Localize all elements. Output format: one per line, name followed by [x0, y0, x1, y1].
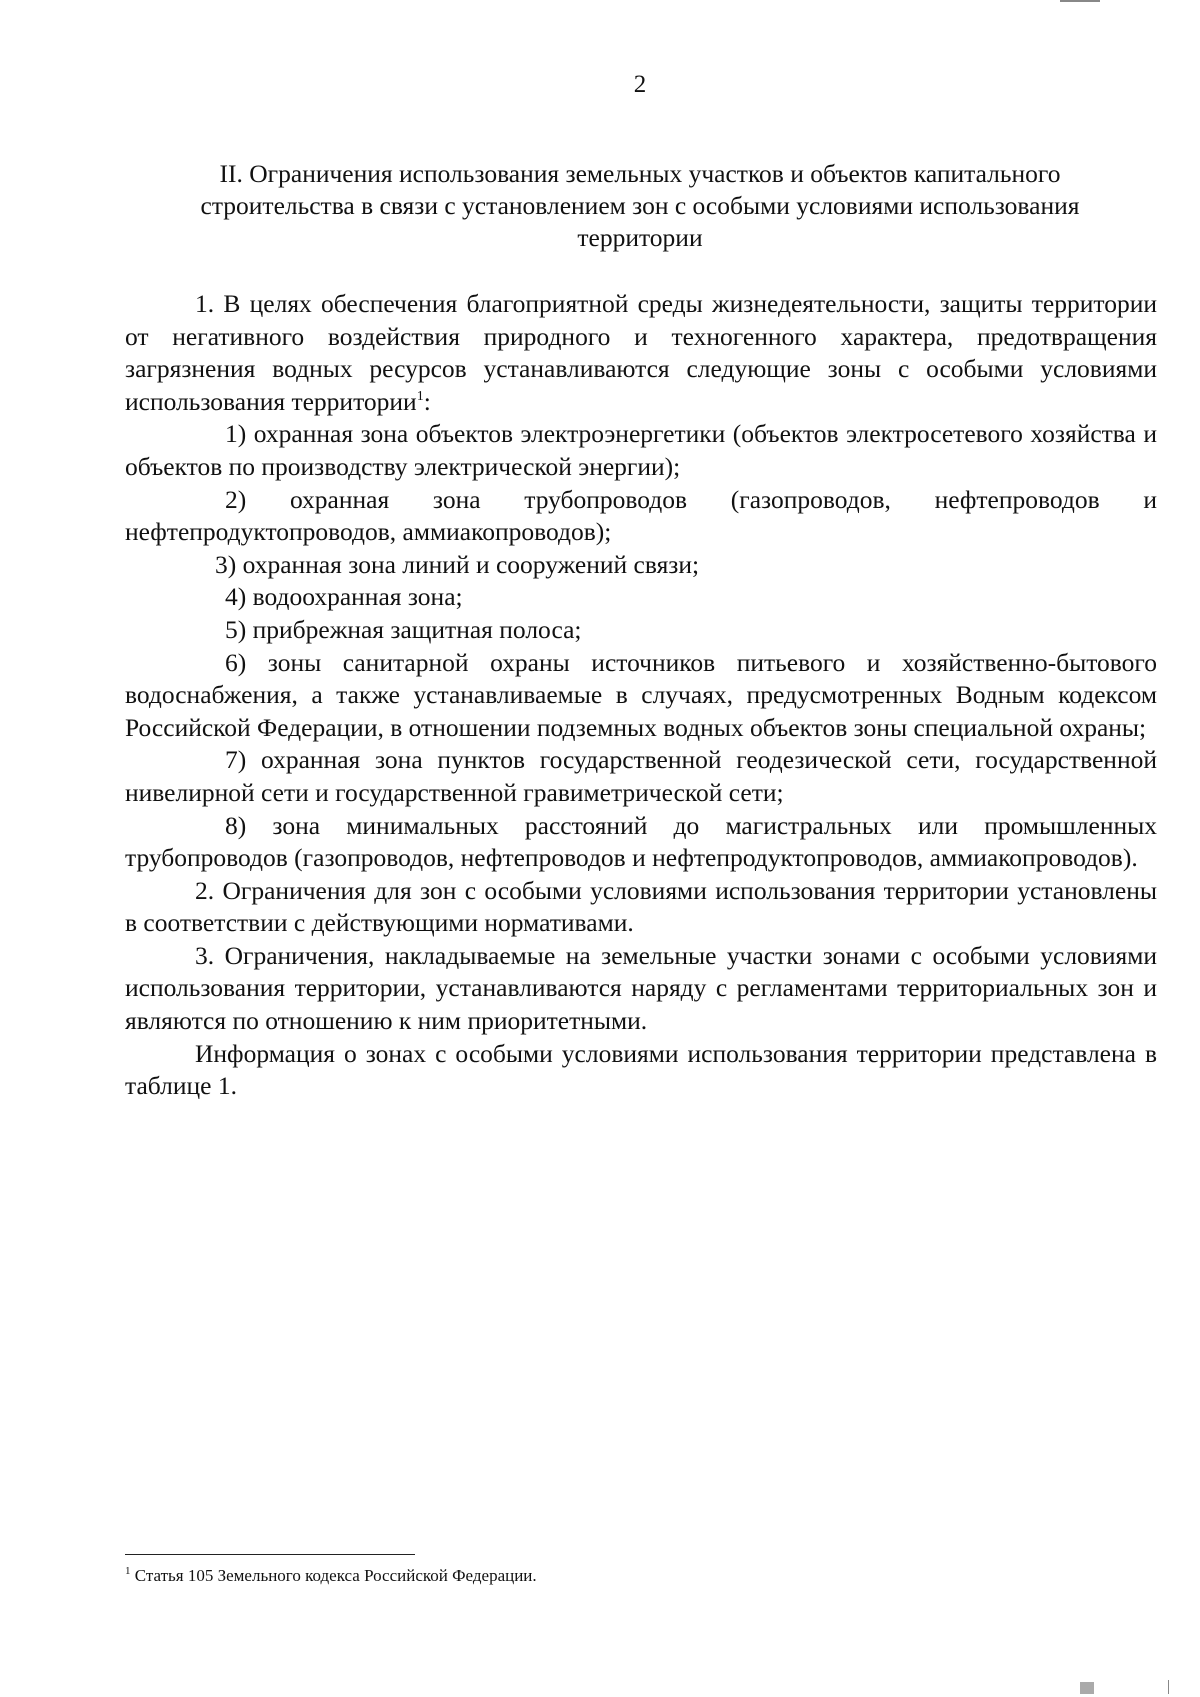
list-item: 1) охранная зона объектов электроэнергетики (объектов электросетевого хозяйства и объектов по производству электрической энергии); [125, 419, 1157, 481]
paragraph-2: 2. Ограничения для зон с особыми условиями использования территории установлены в соответствии с действующими нормативами. [125, 875, 1157, 938]
paragraph-3: 3. Ограничения, накладываемые на земельные участки зонами с особыми условиями использования территории, устанавливаются наряду с регламентами территориальных зон и являются по отношению к ним приоритетными. [125, 940, 1157, 1036]
list-item: 8) зона минимальных расстояний до магистральных или промышленных трубопроводов (газопроводов, нефтепроводов и нефтепродуктопроводов, аммиакопроводов). [125, 810, 1157, 873]
scan-artifact [1168, 1680, 1169, 1694]
paragraph-1 [125, 288, 1157, 418]
section-title: II. Ограничения использования земельных участков и объектов капитального строительства в связи с установлением зон с особыми условиями использования территории [200, 159, 1080, 252]
footnote-marker: 1 [125, 1565, 131, 1577]
footnote-separator [125, 1554, 415, 1555]
footnote [125, 1565, 925, 1587]
list-item: 4) водоохранная зона; [225, 582, 463, 612]
scan-artifact [1080, 1682, 1094, 1694]
footnote-reference: 1 [416, 388, 424, 404]
paragraph-4: Информация о зонах с особыми условиями использования территории представлена в таблице 1. [125, 1038, 1157, 1101]
footnote-text: Статья 105 Земельного кодекса Российской Федерации. [130, 1566, 537, 1585]
list-item: 6) зоны санитарной охраны источников питьевого и хозяйственно-бытового водоснабжения, а также устанавливаемые в случаях, предусмотренных Водным кодексом Российской Федерации, в отношении подземных водных объектов зоны специальной охраны; [125, 647, 1157, 742]
list-item: 7) охранная зона пунктов государственной геодезической сети, государственной нивелирной сети и государственной гравиметрической сети; [125, 745, 1157, 807]
list-item: 3) охранная зона линий и сооружений связи; [215, 549, 700, 579]
paragraph-1-text: 1. В целях обеспечения благоприятной среды жизнедеятельности, защиты территории от негативного воздействия природного и техногенного характера, предотвращения загрязнения водных ресурсов устанавливаются следующие зоны с особыми условиями использования территории [125, 289, 1157, 416]
paragraph-1-tail: : [423, 386, 431, 416]
scan-artifact [1060, 0, 1100, 2]
list-item: 2) охранная зона трубопроводов (газопроводов, нефтепроводов и нефтепродуктопроводов, аммиакопроводов); [125, 484, 1157, 547]
page-number: 2 [633, 71, 647, 98]
list-item: 5) прибрежная защитная полоса; [225, 614, 582, 644]
document-body [125, 288, 1157, 1103]
